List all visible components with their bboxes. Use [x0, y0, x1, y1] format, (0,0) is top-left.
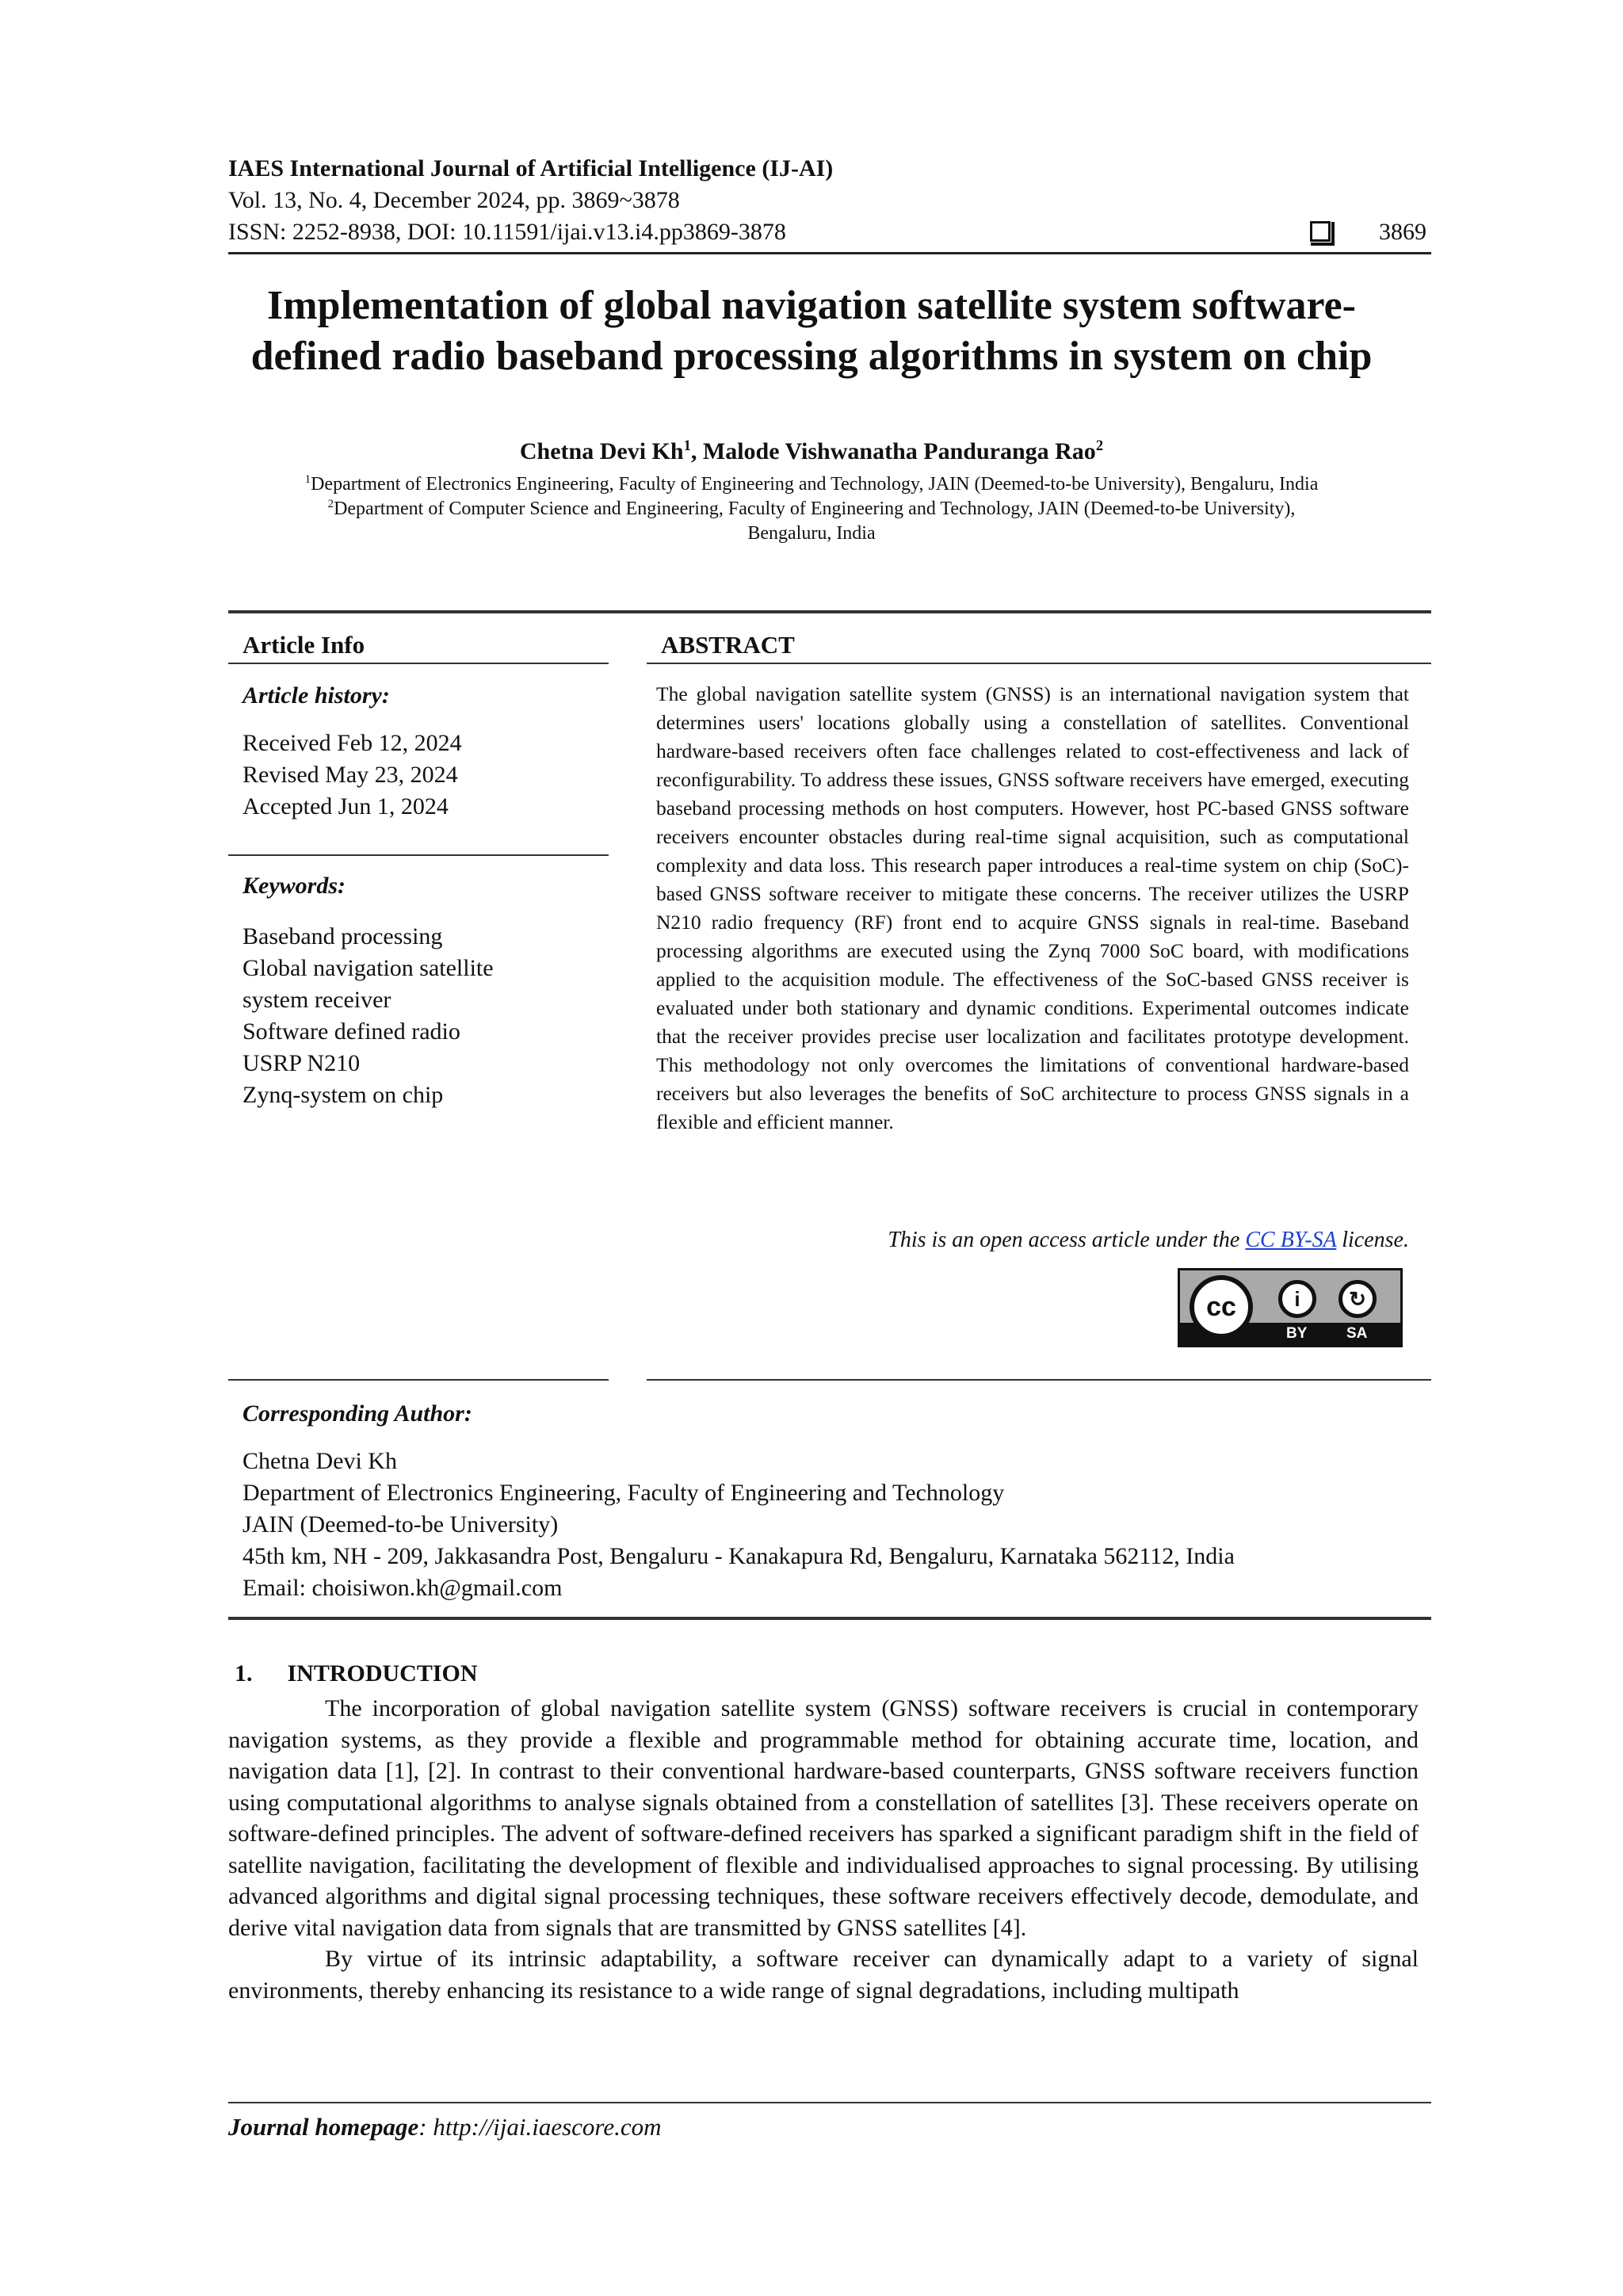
cc-icon: cc: [1190, 1275, 1253, 1339]
article-history-list: [242, 728, 462, 823]
author-1-sup: 1: [683, 437, 691, 454]
corresponding-details: [242, 1446, 1235, 1604]
cc-by-sa-link[interactable]: CC BY-SA: [1245, 1228, 1337, 1252]
intro-heading-text: INTRODUCTION: [287, 1660, 478, 1687]
keyword-item: Global navigation satellite: [242, 955, 494, 981]
paper-title: [190, 281, 1433, 382]
author-2: Malode Vishwanatha Panduranga Rao: [702, 438, 1096, 464]
oa-suffix: license.: [1336, 1228, 1409, 1252]
affiliation-2: [190, 497, 1433, 521]
open-access-note: [656, 1226, 1409, 1255]
history-accepted: Accepted Jun 1, 2024: [242, 793, 449, 819]
header-rule: [228, 252, 1431, 254]
affiliation-2-sup: 2: [327, 498, 334, 510]
info-bottom-rule-left: [228, 1379, 609, 1381]
journal-issn: ISSN: 2252-8938, DOI: 10.11591/ijai.v13.i4.pp3869-3878: [228, 219, 786, 245]
info-end-rule: [228, 1617, 1431, 1620]
oa-prefix: This is an open access article under the: [888, 1228, 1246, 1252]
abstract-text: The global navigation satellite system (GNSS) is an international navigation system that determines users' locations globally using a constellation of satellites. Conventional hardware-based receivers often face challenges related to cost-effectiveness and lack of reconfigurability. To address these issues, GNSS software receivers have emerged, executing baseband processing methods on host computers. However, host PC-based GNSS software receivers encounter obstacles during real-time signal acquisition, such as computational complexity and data loss. This research paper introduces a real-time system on chip (SoC)-based GNSS software receiver to mitigate these concerns. The receiver utilizes the USRP N210 radio frequency (RF) front end to acquire GNSS signals in real-time. Baseband processing algorithms are executed using the Zynq 7000 SoC board, with modifications applied to the acquisition module. The effectiveness of the SoC-based GNSS receiver is evaluated under both stationary and dynamic conditions. Experimental outcomes indicate that the receiver provides precise user localization and facilitates prototype development. This methodology not only overcomes the limitations of conventional hardware-based receivers but also leverages the benefits of SoC architecture to process GNSS signals in a flexible and efficient manner.: [656, 682, 1409, 1133]
affiliation-2-text: Department of Computer Science and Engineering, Faculty of Engineering and Technology, JAIN (Deemed-to-be University),: [334, 499, 1296, 519]
author-list: [190, 437, 1433, 466]
corresponding-dept: Department of Electronics Engineering, Faculty of Engineering and Technology: [242, 1480, 1005, 1506]
author-2-sup: 2: [1095, 437, 1104, 454]
footer-separator: :: [418, 2113, 433, 2141]
author-1: Chetna Devi Kh: [519, 438, 684, 464]
intro-body: [228, 1693, 1419, 2006]
affiliation-1-text: Department of Electronics Engineering, Faculty of Engineering and Technology, JAIN (Deemed-to-be University), Bengaluru, India: [311, 474, 1319, 495]
intro-heading-number: 1.: [235, 1660, 253, 1687]
badge-by-label: BY: [1286, 1325, 1308, 1342]
keywords-list: [242, 921, 494, 1111]
footer: [228, 2113, 662, 2141]
title-line-2: defined radio baseband processing algorithms in system on chip: [250, 334, 1373, 379]
author-separator: ,: [690, 438, 703, 464]
keywords-heading: Keywords:: [242, 873, 346, 899]
info-bottom-rule-right: [647, 1379, 1431, 1381]
history-rule: [228, 854, 609, 856]
by-person-icon: i: [1278, 1280, 1316, 1318]
corresponding-email[interactable]: Email: choisiwon.kh@gmail.com: [242, 1575, 563, 1601]
history-revised: Revised May 23, 2024: [242, 762, 458, 788]
intro-heading: [235, 1660, 478, 1688]
keyword-item: Baseband processing: [242, 923, 443, 949]
info-top-rule: [228, 610, 1431, 613]
article-info-heading: Article Info: [242, 631, 365, 659]
article-history-heading: Article history:: [242, 682, 390, 709]
journal-volume: Vol. 13, No. 4, December 2024, pp. 3869~3878: [228, 187, 680, 213]
abstract-heading: ABSTRACT: [661, 631, 795, 659]
footer-rule: [228, 2102, 1431, 2103]
affiliation-1: [190, 472, 1433, 497]
keyword-item: USRP N210: [242, 1050, 361, 1076]
history-received: Received Feb 12, 2024: [242, 730, 462, 756]
badge-sa-label: SA: [1346, 1325, 1368, 1342]
article-info-rule: [228, 663, 609, 664]
cc-by-sa-badge[interactable]: [1178, 1268, 1403, 1347]
abstract-rule: [647, 663, 1431, 664]
sa-share-alike-icon: ↻: [1338, 1280, 1377, 1318]
intro-paragraph-2: By virtue of its intrinsic adaptability, a software receiver can dynamically adapt to a variety of signal environments, thereby enhancing its resistance to a wide range of signal degradations, including multipath: [228, 1946, 1419, 2004]
journal-name: IAES International Journal of Artificial Intelligence (IJ-AI): [228, 155, 834, 181]
corresponding-address: 45th km, NH - 209, Jakkasandra Post, Bengaluru - Kanakapura Rd, Bengaluru, Karnataka 562112, India: [242, 1543, 1235, 1569]
journal-homepage-link[interactable]: http://ijai.iaescore.com: [433, 2113, 662, 2141]
footer-label: Journal homepage: [228, 2113, 419, 2141]
corresponding-univ: JAIN (Deemed-to-be University): [242, 1511, 559, 1538]
title-line-1: Implementation of global navigation satellite system software-: [266, 283, 1356, 328]
keyword-item: Software defined radio: [242, 1018, 460, 1045]
keyword-item: Zynq-system on chip: [242, 1082, 444, 1108]
affiliation-2-cont: Bengaluru, India: [747, 523, 876, 544]
corresponding-name: Chetna Devi Kh: [242, 1448, 397, 1474]
affiliation-1-sup: 1: [304, 473, 311, 486]
checkbox-icon: [1310, 221, 1331, 242]
corresponding-heading: Corresponding Author:: [242, 1400, 472, 1427]
intro-paragraph-1: The incorporation of global navigation satellite system (GNSS) software receivers is crucial in contemporary navigation systems, as they provide a flexible and programmable method for obtaining accurate time, location, and navigation data [1], [2]. In contrast to their conventional hardware-based counterparts, GNSS software receivers function using computational algorithms to analyse signals obtained from a constellation of satellites [3]. These receivers operate on software-defined principles. The advent of software-defined receivers has sparked a significant paradigm shift in the field of satellite navigation, facilitating the development of flexible and individualised approaches to signal processing. By utilising advanced algorithms and digital signal processing techniques, these software receivers effectively decode, demodulate, and derive vital navigation data from signals that are transmitted by GNSS satellites [4].: [228, 1695, 1419, 1941]
keyword-item: system receiver: [242, 987, 391, 1013]
page-number: 3869: [1379, 219, 1426, 245]
